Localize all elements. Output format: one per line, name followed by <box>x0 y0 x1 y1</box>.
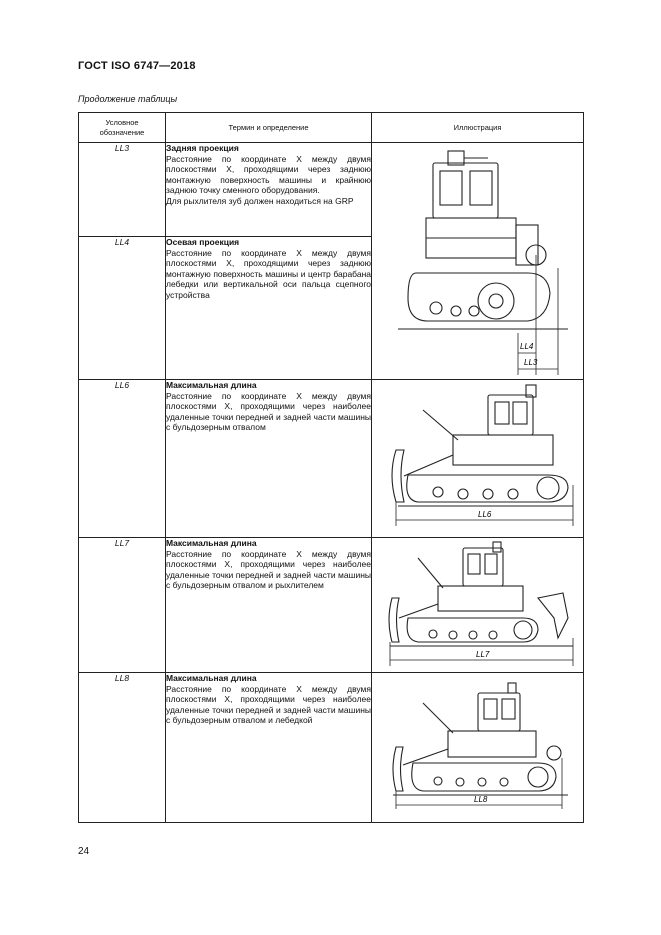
cab-window <box>440 171 462 205</box>
winch <box>547 746 561 760</box>
row-symbol: LL6 <box>79 380 166 538</box>
row-symbol: LL4 <box>79 237 166 380</box>
dimension-label-ll3: LL3 <box>523 358 537 367</box>
term-name: Максимальная длина <box>166 380 257 390</box>
table-row <box>79 143 584 237</box>
row-symbol: LL7 <box>79 538 166 673</box>
illustration-dozer-ripper <box>372 538 584 673</box>
dimension-label-ll8: LL8 <box>473 795 487 804</box>
row-term-cell <box>166 673 372 823</box>
row-term-cell <box>166 538 372 673</box>
column-header-term: Термин и определение <box>166 113 372 143</box>
table-header-row <box>79 113 584 143</box>
term-name: Максимальная длина <box>166 538 257 548</box>
row-symbol: LL3 <box>79 143 166 237</box>
term-definition: Расстояние по координате X между двумя плоскостями X, проходящими через заднюю монтажную поверхность машины и центр барабана лебедки или вертикальной оси пальца сцепного устройства <box>166 247 371 300</box>
sprocket <box>478 283 514 319</box>
table-row <box>79 380 584 538</box>
table-caption: Продолжение таблицы <box>78 94 178 104</box>
term-name: Максимальная длина <box>166 673 257 683</box>
term-definition: Расстояние по координате X между двумя плоскостями X, проходящими через заднюю монтажную поверхность машины и крайнюю заднюю точку сменного оборудования. <box>166 153 371 196</box>
term-definition: Расстояние по координате X между двумя плоскостями X, проходящими через наиболее удаленные точки передней и задней части машины с бульдозерным отвалом и рыхлителем <box>166 548 371 591</box>
illustration-dozer-winch <box>372 673 584 823</box>
row-symbol: LL8 <box>79 673 166 823</box>
row-term-cell <box>166 237 372 380</box>
dozer-winch-drawing <box>378 673 578 813</box>
column-header-symbol: Условное обозначение <box>79 113 166 143</box>
row-term-cell <box>166 380 372 538</box>
term-definition: Расстояние по координате X между двумя плоскостями X, проходящими через наиболее удаленные точки передней и задней части машины с бульдозерным отвалом <box>166 390 371 433</box>
table-row <box>79 673 584 823</box>
dimension-label-ll7: LL7 <box>475 650 489 659</box>
page-number: 24 <box>78 846 90 857</box>
dimension-label-ll6: LL6 <box>477 510 491 519</box>
row-term-cell <box>166 143 372 237</box>
dozer-rear-drawing <box>378 143 578 379</box>
table-row <box>79 538 584 673</box>
document-title: ГОСТ ISO 6747—2018 <box>78 60 196 72</box>
illustration-rear-view <box>372 143 584 380</box>
dimension-label-ll4: LL4 <box>519 342 533 351</box>
term-note: Для рыхлителя зуб должен находиться на GRP <box>166 195 354 206</box>
definitions-table <box>78 112 584 823</box>
dozer-blade-drawing <box>378 380 578 530</box>
blade <box>392 450 404 502</box>
term-definition: Расстояние по координате X между двумя плоскостями X, проходящими через наиболее удаленные точки передней и задней части машины с бульдозерным отвалом и лебедкой <box>166 683 371 726</box>
dozer-ripper-drawing <box>378 538 578 670</box>
term-name: Осевая проекция <box>166 237 240 247</box>
term-name: Задняя проекция <box>166 143 239 153</box>
ripper <box>538 593 568 638</box>
column-header-illustration: Иллюстрация <box>372 113 584 143</box>
illustration-dozer-blade <box>372 380 584 538</box>
